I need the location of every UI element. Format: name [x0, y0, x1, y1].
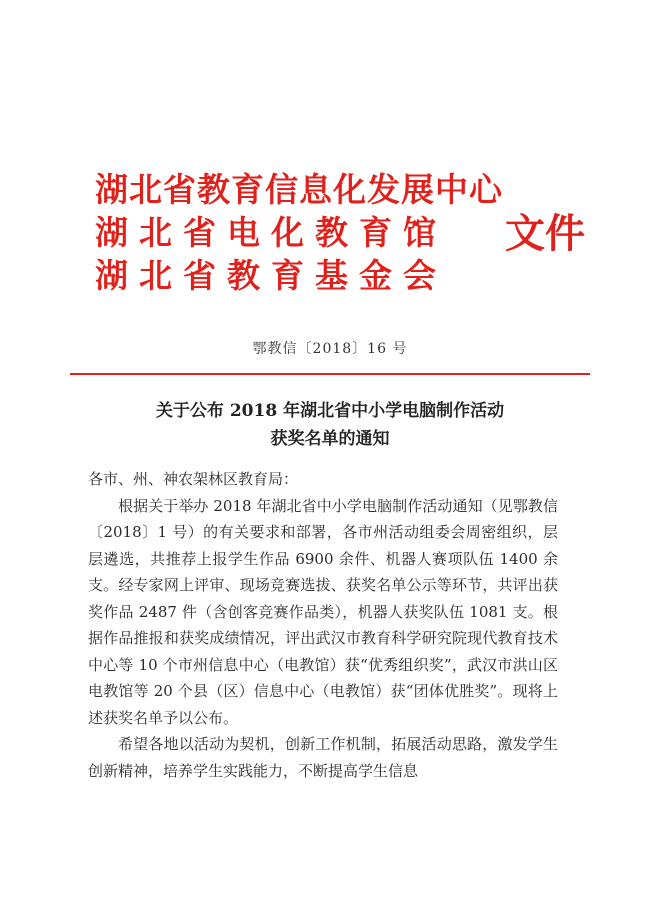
red-divider: [70, 373, 590, 375]
document-body: [88, 466, 558, 784]
document-type-suffix: 文件: [505, 211, 585, 257]
issuer-name: 湖北省教育信息化发展中心: [95, 170, 503, 209]
title-line: 关于公布 2018 年湖北省中小学电脑制作活动: [155, 401, 505, 421]
issuer-header: [95, 168, 585, 297]
body-paragraph: 根据关于举办 2018 年湖北省中小学电脑制作活动通知（见鄂教信〔2018〕1 号）的有关要求和部署，各市州活动组委会周密组织，层层遴选，共推荐上报学生作品 6900 余件、机器人赛项队伍 1400 余支。经专家网上评审、现场竞赛选拔、获奖名单公示等环节，共评出获奖作品 2487 件（含创客竞赛作品类），机器人获奖队伍 1081 支。根据作品推报和获奖成绩情况，评出武汉市教育科学研究院现代教育技术中心等 10 个市州信息中心（电教馆）获“优秀组织奖”，武汉市洪山区电教馆等 20 个县（区）信息中心（电教馆）获“团体优胜奖”。现将上述获奖名单予以公布。: [88, 496, 558, 727]
salutation: 各市、州、神农架林区教育局：: [88, 470, 299, 488]
issuer-list: [95, 168, 503, 297]
issuer-name: 湖北省电化教育馆: [95, 213, 447, 252]
issuer-name: 湖北省教育基金会: [95, 256, 447, 295]
document-number: 鄂教信〔2018〕16 号: [252, 341, 408, 357]
title-line: 获奖名单的通知: [270, 429, 390, 449]
document-title: [0, 397, 660, 453]
body-paragraph: 希望各地以活动为契机，创新工作机制，拓展活动思路，激发学生创新精神，培养学生实践能力，不断提高学生信息: [88, 735, 558, 780]
